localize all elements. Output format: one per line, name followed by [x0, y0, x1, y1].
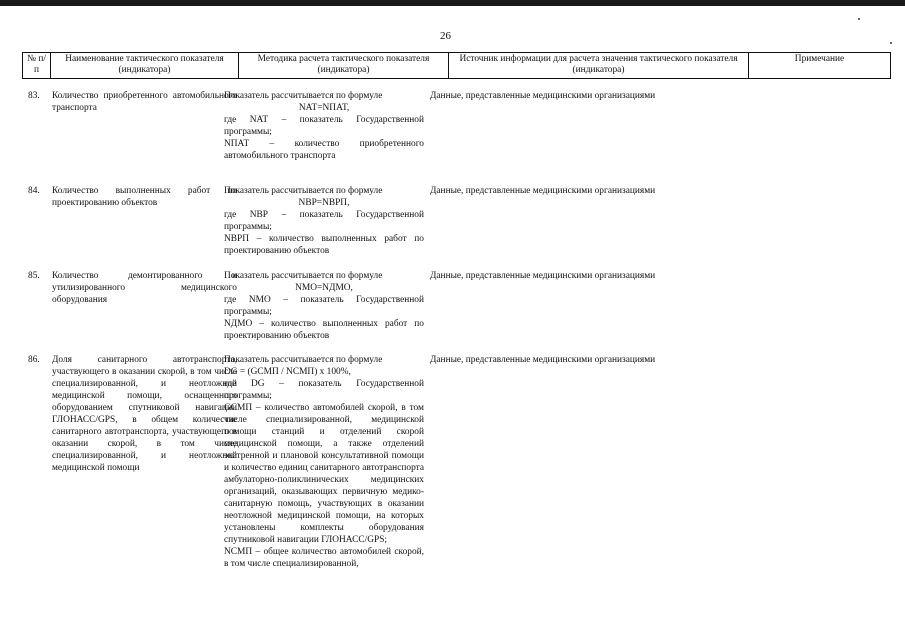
indicator-name: Количество демонтированного и утилизированного медицинского оборудования [52, 271, 237, 305]
information-source: Данные, представленные медицинскими организациями [430, 186, 656, 196]
row-number: 84. [28, 186, 40, 196]
page-number: 26 [440, 30, 451, 42]
calculation-method: Показатель рассчитывается по формуле DG = (GСМП / NСМП) х 100%, где DG – показатель Государственной программы; GСМП – количество автомобилей скорой, в том числе специализированной, медицинской помощи станций и отделений скорой медицинской помощи, а также отделений экстренной и плановой консультативной помощи и количество единиц санитарного автотранспорта амбулаторно-поликлинических медицинских организаций, оказывающих первичную медико-санитарную помощь, участвующих в оказании неотложной медицинской помощи, на которых установлены комплекты оборудования спутниковой навигации ГЛОНАСС/GPS; NСМП – общее количество автомобилей скорой, в том числе специализированной, [224, 355, 424, 569]
indicator-name: Количество приобретенного автомобильного транспорта [52, 91, 237, 113]
calculation-method: Показатель рассчитывается по формуле NАТ=NПАТ, где NАТ – показатель Государственной программы; NПАТ – количество приобретенного автомобильного транспорта [224, 91, 424, 161]
column-header-information-source: Источник информации для расчета значения тактического показателя (индикатора) [449, 53, 749, 79]
row-number: 85. [28, 271, 40, 281]
scan-speck [890, 42, 892, 44]
information-source: Данные, представленные медицинскими организациями [430, 271, 656, 281]
column-header-note: Примечание [749, 53, 891, 79]
row-number: 86. [28, 355, 40, 365]
information-source: Данные, представленные медицинскими организациями [430, 91, 656, 101]
formula: NАТ=NПАТ, [298, 103, 350, 113]
calculation-method: Показатель рассчитывается по формуле NВР=NВРП, где NВР – показатель Государственной программы; NВРП – количество выполненных работ по проектированию объектов [224, 186, 424, 256]
information-source: Данные, представленные медицинскими организациями [430, 355, 656, 365]
formula: NВР=NВРП, [298, 198, 350, 208]
column-header-calculation-method: Методика расчета тактического показателя (индикатора) [239, 53, 449, 79]
indicator-name: Доля санитарного автотранспорта, участвующего в оказании скорой, в том числе специализированной, и неотложной медицинской помощи, оснащенного оборудованием спутниковой навигации ГЛОНАСС/GPS, в общем количестве санитарного автотранспорта, участвующего в оказании скорой, в том числе специализированной, и неотложной медицинской помощи [52, 355, 237, 473]
column-header-number: № п/п [23, 53, 51, 79]
table-header [22, 52, 891, 79]
row-number: 83. [28, 91, 40, 101]
scan-speck [858, 18, 860, 20]
column-header-indicator-name: Наименование тактического показателя (индикатора) [51, 53, 239, 79]
indicator-name: Количество выполненных работ по проектированию объектов [52, 186, 237, 208]
formula: DG = (GСМП / NСМП) х 100%, [224, 367, 351, 377]
page-top-border [0, 0, 905, 6]
calculation-method: Показатель рассчитывается по формуле NМО=NДМО, где NМО – показатель Государственной программы; NДМО – количество выполненных работ по проектированию объектов [224, 271, 424, 341]
formula: NМО=NДМО, [295, 283, 353, 293]
